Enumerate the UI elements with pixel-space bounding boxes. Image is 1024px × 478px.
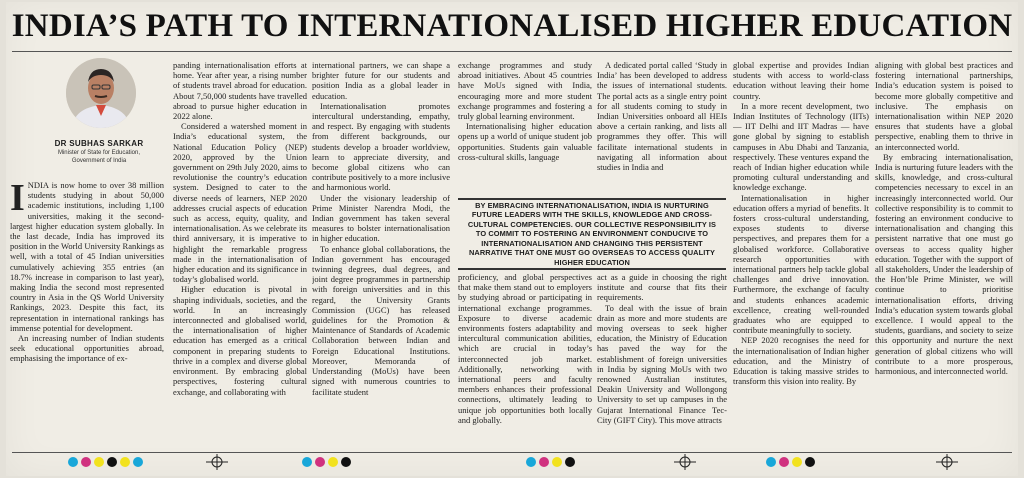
cyan-registration-dot [526, 457, 536, 467]
headline-rule [12, 51, 1012, 52]
magenta-registration-dot [779, 457, 789, 467]
paragraph: aligning with global best practices and fostering international partnerships, India’s education system is poised to become more globally competitive and inclusive. The emphasis on internationalisation within NEP 2020 ensures that students have a global perspective, enabling them to thrive in an interconnected world. [875, 60, 1013, 152]
magenta-registration-dot [315, 457, 325, 467]
registration-mark-icon [674, 454, 696, 470]
article-column-7 [875, 60, 1013, 450]
article-column-5-bottom [597, 272, 727, 450]
drop-cap: I [10, 180, 25, 219]
registration-mark-icon [206, 454, 228, 470]
paragraph: Considered a watershed moment in India’s educational system, the National Education Policy (NEP) 2020, approved by the Union government on 29th July 2020, aims to revolutionise the country’s education system. Designed to cater to the diverse needs of learners, NEP 2020 addresses crucial aspects of education such as access, equity, quality, and internationalisation. As we celebrate its third anniversary, it is imperative to highlight the remarkable progress made in the internationalisation of higher education and its significance in today’s globalised world. [173, 121, 307, 285]
paragraph: An increasing number of Indian students seek educational opportunities abroad, emphasising the importance of ex- [10, 333, 164, 364]
paragraph: To deal with the issue of brain drain as more and more students are moving overseas to seek higher education, the Ministry of Education has paved the way for the establishment of foreign universities in India by signing MoUs with two renowned Australian institutes, Deakin University and Wollongong University to set up campuses in the Gujarat International Finance Tec-City (GIFT City). This move attracts [597, 302, 727, 425]
printer-color-bar [302, 457, 351, 467]
paragraph: NEP 2020 recognises the need for the internationalisation of Indian higher education, and the Ministry of Education is taking massive strides to transform this vision into reality. By [733, 335, 869, 387]
author-photo [66, 58, 136, 128]
cyan-registration-dot [766, 457, 776, 467]
magenta-registration-dot [539, 457, 549, 467]
article-column-1 [10, 180, 164, 448]
article-column-2 [173, 60, 307, 450]
paragraph: exchange programmes and study abroad initiatives. About 45 countries have MoUs signed with India, encouraging more and more student exchange programmes and fostering a truly global learning environment. [458, 60, 592, 122]
pull-quote-text: BY EMBRACING INTERNATIONALISATION, INDIA IS NURTURING FUTURE LEADERS WITH THE SKILLS, KNOWLEDGE AND CROSS-CULTURAL COMPETENCIES. OUR COLLECTIVE RESPONSIBILITY IS TO COMMIT TO FOSTERING AN ENVIRONMENT CONDUCIVE TO INTERNATIONALISATION AND CHANGING THIS PERSISTENT NARRATIVE THAT ONE MUST GO OVERSEAS TO ACCESS QUALITY HIGHER EDUCATION [467, 201, 717, 267]
printer-color-bar [68, 457, 143, 467]
article-column-3 [312, 60, 450, 450]
paragraph: NDIA is now home to over 38 million students studying in about 50,000 academic institutions, including 1,100 universities, making it the second-largest higher education system globally. In the last decade, India has improved its position in the World University Rankings as well, with a total of 45 Indian universities cumulatively achieving 355 entries (an 18.7% increase in comparison to last year), making India the second most represented country in Asia in the QS World University Rankings, 2023. Despite this fact, its representation in international rankings has immense potential for development. [10, 180, 164, 333]
paragraph: Under the visionary leadership of Prime Minister Narendra Modi, the Indian government has taken several measures to bolster internationalisation in higher education. [312, 192, 450, 244]
yellow-registration-dot [792, 457, 802, 467]
paragraph: A dedicated portal called ‘Study in India’ has been developed to address the issues of international students. The portal acts as a single entry point for all students coming to study in Indian Universities onboard all HEIs above a certain ranking, and lists all programmes they offer. This will facilitate international students in navigating all information about studies in India and [597, 60, 727, 173]
printer-color-bar [526, 457, 575, 467]
yellow-registration-dot [120, 457, 130, 467]
paragraph: Internationalisation promotes intercultural understanding, empathy, and respect. By engaging with students from different backgrounds, our students develop a broader worldview, learn to appreciate diversity, and become global citizens who can contribute positively to a more inclusive and harmonious world. [312, 100, 450, 193]
yellow-registration-dot [552, 457, 562, 467]
cyan-registration-dot [133, 457, 143, 467]
paragraph: international partners, we can shape a brighter future for our students and position India as a global leader in education. [312, 60, 450, 101]
yellow-registration-dot [328, 457, 338, 467]
paragraph: By embracing internationalisation, India is nurturing future leaders with the skills, knowledge, and cross-cultural competencies necessary to excel in an increasingly interconnected world. Our collective responsibility is to commit to fostering an environment conducive to internationalisation and changing this persistent narrative that one must go overseas to access quality higher education. Together with the support of all stakeholders, Under the leadership of the Hon’ble Prime Minister, we will continue to prioritise internationalisation efforts, driving India’s education system towards global excellence. I would appeal to the students, guardians, and society to seize this opportunity and nurture the next generation of global citizens who will contribute to a more prosperous, harmonious, and interconnected world. [875, 151, 1013, 377]
article-column-5-top [597, 60, 727, 194]
paragraph: act as a guide in choosing the right institute and course that fits their requirements. [597, 272, 727, 303]
black-registration-dot [341, 457, 351, 467]
author-photo-illustration [66, 58, 136, 128]
yellow-registration-dot [94, 457, 104, 467]
paragraph: Internationalisation in higher education offers a myriad of benefits. It fosters cross-cultural understanding, exposes students to diverse perspectives, and prepares them for a globalised workforce. Collaborative research opportunities with international partners help tackle global challenges and drive innovation. Furthermore, the exchange of faculty and students enhances academic excellence, creating well-rounded graduates who are equipped to contribute meaningfully to society. [733, 192, 869, 336]
newspaper-page [6, 2, 1018, 476]
printer-color-bar [766, 457, 815, 467]
cyan-registration-dot [68, 457, 78, 467]
paragraph: Internationalising higher education opens up a world of unique student job opportunities. Students gain valuable cross-cultural skills, language [458, 121, 592, 162]
black-registration-dot [107, 457, 117, 467]
paragraph: proficiency, and global perspectives that make them stand out to employers by studying abroad or participating in international exchange programmes. Exposure to diverse academic environments fosters adaptability and intercultural communication abilities, which are crucial in today’s interconnected job market. Additionally, networking with international peers and faculty members enhances their professional connections, ultimately leading to unique job opportunities both locally and globally. [458, 272, 592, 425]
bottom-rule [12, 452, 1012, 453]
magenta-registration-dot [81, 457, 91, 467]
registration-mark-icon [936, 454, 958, 470]
paragraph: Higher education is pivotal in shaping individuals, societies, and the world. In an increasingly interconnected and globalised world, the internationalisation of higher education has emerged as a critical component in preparing students to thrive in a complex and diverse global environment. By embracing global perspectives, fostering cultural exchange, and collaborating with [173, 284, 307, 397]
black-registration-dot [565, 457, 575, 467]
article-column-4-top [458, 60, 592, 194]
pull-quote [458, 198, 726, 270]
black-registration-dot [805, 457, 815, 467]
cyan-registration-dot [302, 457, 312, 467]
article-column-4-bottom [458, 272, 592, 450]
article-headline: INDIA’S PATH TO INTERNATIONALISED HIGHER EDUCATION [11, 8, 1013, 44]
paragraph: global expertise and provides Indian students with access to world-class education without leaving their home country. [733, 60, 869, 101]
paragraph: To enhance global collaborations, the Indian government has encouraged twinning degrees, dual degrees, and joint degree programmes in partnership with foreign universities and in this regard, the University Grants Commission (UGC) has released guidelines for the Promotion & Maintenance of Standards of Academic Collaboration between Indian and Foreign Educational Institutions. Moreover, Memoranda of Understanding (MoUs) have been signed with numerous countries to facilitate student [312, 243, 450, 397]
article-column-6 [733, 60, 869, 450]
author-name: DR SUBHAS SARKAR [54, 139, 144, 148]
paragraph: In a more recent development, two Indian Institutes of Technology (IITs) — IIT Delhi and IIT Madras — have gone global by signing to establish campuses in Abu Dhabi and Tanzania, respectively. These ventures expand the reach of Indian higher education while promoting cultural understanding and knowledge exchange. [733, 100, 869, 193]
paragraph: panding internationalisation efforts at home. Year after year, a rising number of students travel abroad for education. About 7,50,000 students have travelled abroad to pursue higher education in 2022 alone. [173, 60, 307, 122]
author-title: Minister of State for Education, Government of India [57, 150, 141, 164]
